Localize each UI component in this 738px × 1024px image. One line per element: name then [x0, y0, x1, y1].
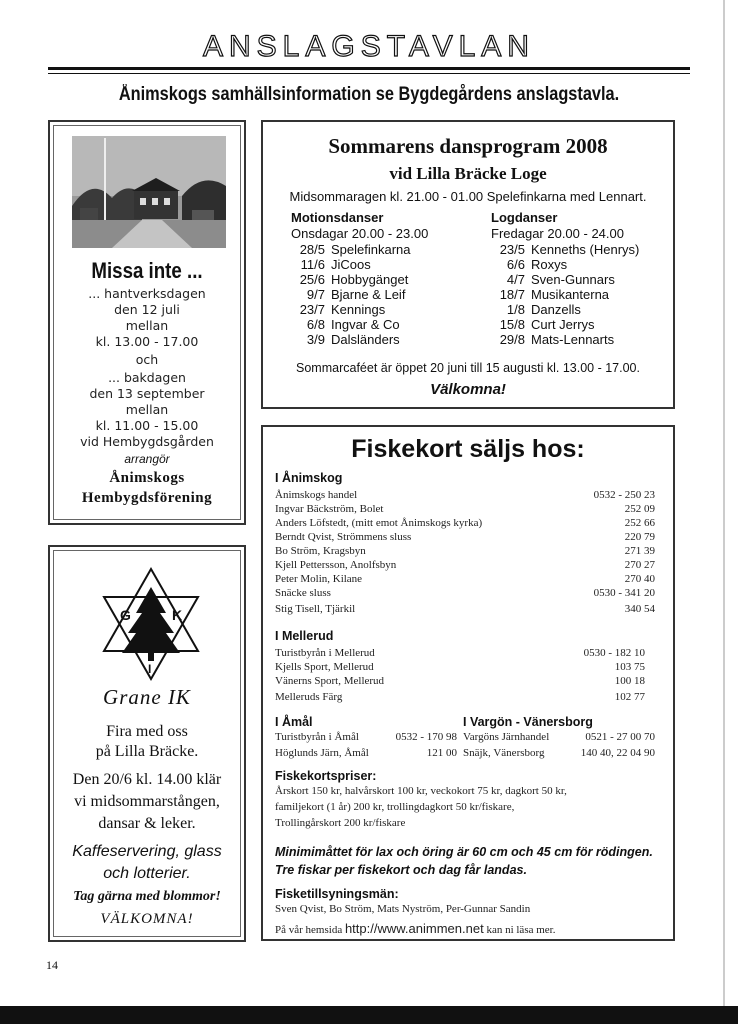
dance-row	[291, 302, 385, 317]
dance-row	[291, 242, 411, 257]
missa-line: ... bakdagen	[108, 370, 186, 385]
dance-row	[491, 257, 567, 272]
dance-band: Roxys	[531, 257, 568, 272]
missa-line: mellan	[125, 402, 169, 417]
vendor-phone: 340 54	[624, 603, 655, 615]
website-pre: På vår hemsida	[275, 924, 343, 936]
house-photo-image	[72, 136, 226, 248]
amal-heading: I Åmål	[275, 715, 313, 729]
grane-ik-panel	[48, 545, 246, 942]
vendor-name: Bo Ström, Kragsbyn	[275, 545, 366, 557]
header-rule-thick	[48, 67, 690, 70]
dance-row	[491, 317, 595, 332]
vendor-name: Snäjk, Vänersborg	[463, 747, 545, 759]
logdanser-column	[491, 210, 671, 360]
logdanser-sub: Fredagar 20.00 - 24.00	[491, 226, 624, 241]
vendor-name: Stig Tisell, Tjärkil	[275, 603, 356, 615]
grane-line: Den 20/6 kl. 14.00 klär	[72, 771, 222, 788]
dance-row	[291, 332, 400, 347]
dance-row	[491, 332, 614, 347]
dance-band: Bjarne & Leif	[331, 287, 406, 302]
prices-heading: Fiskekortspriser:	[275, 769, 377, 783]
missa-line: vid Hembygdsgården	[80, 434, 214, 449]
dance-band: Mats-Lennarts	[531, 332, 615, 347]
dance-welcome: Välkomna!	[430, 381, 506, 398]
logdanser-heading: Logdanser	[491, 210, 558, 225]
vendor-phone: 252 09	[624, 503, 655, 515]
vendor-name: Anders Löfstedt, (mitt emot Ånimskogs kyrka)	[275, 517, 483, 529]
star-tree-icon	[96, 565, 206, 683]
dance-row	[291, 257, 371, 272]
vendor-name: Ingvar Bäckström, Bolet	[275, 503, 384, 515]
vendor-phone: 121 00	[426, 747, 457, 759]
vendor-phone: 270 27	[624, 559, 655, 571]
vendor-name: Snäcke sluss	[275, 587, 331, 599]
dance-date: 6/8	[306, 317, 325, 332]
dance-band: Musikanterna	[531, 287, 610, 302]
website-post: kan ni läsa mer.	[486, 924, 556, 936]
logo-letter-k: K	[172, 607, 183, 623]
grane-ik-logo	[96, 565, 206, 683]
dance-date: 11/6	[300, 257, 325, 272]
missa-line: ... hantverksdagen	[88, 286, 206, 301]
vendor-name: Berndt Qvist, Strömmens sluss	[275, 531, 412, 543]
dance-band: Kenneths (Henrys)	[531, 242, 640, 257]
dance-date: 18/7	[499, 287, 525, 302]
vendor-phone: 140 40, 22 04 90	[580, 747, 655, 759]
dance-row	[491, 272, 615, 287]
dance-band: Dalsländers	[331, 332, 400, 347]
dance-date: 15/8	[499, 317, 525, 332]
vargon-heading: I Vargön - Vänersborg	[463, 715, 593, 729]
grane-line: VÄLKOMNA!	[100, 911, 194, 927]
scan-bottom-border	[0, 1006, 738, 1024]
page-edge-shadow	[723, 0, 725, 1024]
org-name-line1: Ånimskogs	[109, 470, 185, 486]
vendor-phone: 0532 - 170 98	[395, 731, 457, 743]
prices-line: Trollingårskort 200 kr/fiskare	[275, 817, 406, 829]
dance-title: Sommarens dansprogram 2008	[328, 134, 608, 158]
dance-row	[291, 272, 408, 287]
vendor-phone: 103 75	[614, 661, 645, 673]
logo-letter-g: G	[120, 607, 131, 623]
vendor-name: Kjells Sport, Mellerud	[275, 661, 374, 673]
dance-band: Kennings	[331, 302, 386, 317]
dance-row	[291, 287, 405, 302]
dance-band: Hobbygänget	[331, 272, 409, 287]
grane-line: Kaffeservering, glass	[72, 843, 222, 860]
grane-line: vi midsommarstången,	[74, 793, 220, 810]
vendor-name: Turistbyrån i Mellerud	[275, 647, 375, 659]
dance-date: 28/5	[299, 242, 325, 257]
motionsdanser-column	[291, 210, 471, 360]
missa-line: kl. 11.00 - 15.00	[95, 418, 199, 433]
vendor-phone: 0530 - 341 20	[593, 587, 655, 599]
vendor-phone: 270 40	[624, 573, 655, 585]
minimum-size-line: Minimimåttet för lax och öring är 60 cm och 45 cm för rödingen.	[275, 845, 653, 859]
dance-band: JiCoos	[331, 257, 371, 272]
dance-date: 9/7	[306, 287, 325, 302]
masthead-title: ANSLAGSTAVLAN	[203, 30, 535, 63]
vendor-phone: 271 39	[624, 545, 655, 557]
fishing-license-panel	[261, 425, 675, 941]
missa-line: den 13 september	[89, 386, 205, 401]
vendor-name: Turistbyrån i Åmål	[275, 731, 359, 743]
website-line	[275, 921, 555, 936]
grane-line: dansar & leker.	[98, 815, 196, 832]
logo-letter-i: I	[148, 662, 152, 676]
fishing-title: Fiskekort säljs hos:	[351, 435, 585, 463]
dance-row	[491, 242, 639, 257]
website-link[interactable]: http://www.animmen.net	[344, 921, 484, 936]
header-subtitle: Ånimskogs samhällsinformation se Bygdegårdens anslagstavla.	[118, 84, 620, 105]
dance-band: Danzells	[531, 302, 581, 317]
vendor-phone: 0521 - 27 00 70	[585, 731, 655, 743]
dance-date: 1/8	[506, 302, 525, 317]
prices-line: Årskort 150 kr, halvårskort 100 kr, veckokort 75 kr, dagkort 50 kr,	[275, 785, 567, 797]
supervisors-heading: Fisketillsyningsmän:	[275, 887, 399, 901]
vendor-phone: 252 66	[624, 517, 655, 529]
dance-band: Spelefinkarna	[331, 242, 411, 257]
org-name-line2: Hembygdsförening	[81, 490, 213, 506]
grane-line: på Lilla Bräcke.	[95, 743, 199, 760]
vendor-name: Vänerns Sport, Mellerud	[275, 675, 385, 687]
dance-band: Sven-Gunnars	[531, 272, 615, 287]
dance-date: 3/9	[306, 332, 325, 347]
dance-band: Curt Jerrys	[531, 317, 595, 332]
mellerud-heading: I Mellerud	[275, 629, 334, 643]
catch-limit-line: Tre fiskar per fiskekort och dag får landas.	[275, 863, 527, 877]
missa-line: och	[135, 352, 159, 367]
motionsdanser-sub: Onsdagar 20.00 - 23.00	[291, 226, 429, 241]
header-rule-thin	[48, 73, 690, 74]
dance-date: 23/7	[299, 302, 325, 317]
prices-line: familjekort (1 år) 200 kr, trollingdagkort 50 kr/fiskare,	[275, 801, 515, 813]
vendor-name: Kjell Pettersson, Anolfsbyn	[275, 559, 397, 571]
dance-date: 25/6	[299, 272, 325, 287]
dance-date: 4/7	[506, 272, 525, 287]
cafe-opening-line: Sommarcaféet är öppet 20 juni till 15 augusti kl. 13.00 - 17.00.	[296, 361, 640, 375]
vendor-phone: 220 79	[624, 531, 655, 543]
vendor-name: Vargöns Järnhandel	[463, 731, 550, 743]
grane-line: Fira med oss	[106, 723, 188, 740]
dance-program-panel	[261, 120, 675, 409]
missa-line: kl. 13.00 - 17.00	[95, 334, 199, 349]
dance-row	[491, 302, 581, 317]
vendor-name: Höglunds Järn, Åmål	[275, 747, 369, 759]
missa-line: den 12 juli	[114, 302, 180, 317]
vendor-name: Melleruds Färg	[275, 691, 343, 703]
hembygdsgarden-photo	[72, 136, 226, 248]
page-number: 14	[46, 958, 58, 972]
dance-row	[491, 287, 609, 302]
missa-line: mellan	[125, 318, 169, 333]
motionsdanser-heading: Motionsdanser	[291, 210, 384, 225]
vendor-phone: 102 77	[614, 691, 645, 703]
vendor-phone: 0532 - 250 23	[593, 489, 655, 501]
dance-date: 29/8	[499, 332, 525, 347]
dance-date: 6/6	[506, 257, 525, 272]
vendor-phone: 100 18	[614, 675, 645, 687]
grane-line: och lotterier.	[103, 865, 191, 882]
vendor-name: Peter Molin, Kilane	[275, 573, 363, 585]
vendor-name: Ånimskogs handel	[275, 489, 358, 501]
dance-row	[291, 317, 400, 332]
grane-logo-text: Grane IK	[103, 685, 191, 709]
grane-line: Tag gärna med blommor!	[73, 889, 221, 904]
missa-inte-panel	[48, 120, 246, 525]
animskog-heading: I Ånimskog	[275, 471, 343, 485]
supervisors-list: Sven Qvist, Bo Ström, Mats Nyström, Per-Gunnar Sandin	[275, 903, 531, 915]
missa-inte-title: Missa inte ...	[91, 258, 203, 283]
dance-band: Ingvar & Co	[331, 317, 400, 332]
vendor-phone: 0530 - 182 10	[583, 647, 645, 659]
midsummer-line: Midsommaragen kl. 21.00 - 01.00 Spelefinkarna med Lennart.	[289, 189, 647, 204]
dance-date: 23/5	[499, 242, 525, 257]
arranger-label: arrangör	[124, 452, 170, 466]
dance-subtitle: vid Lilla Bräcke Loge	[389, 164, 547, 183]
